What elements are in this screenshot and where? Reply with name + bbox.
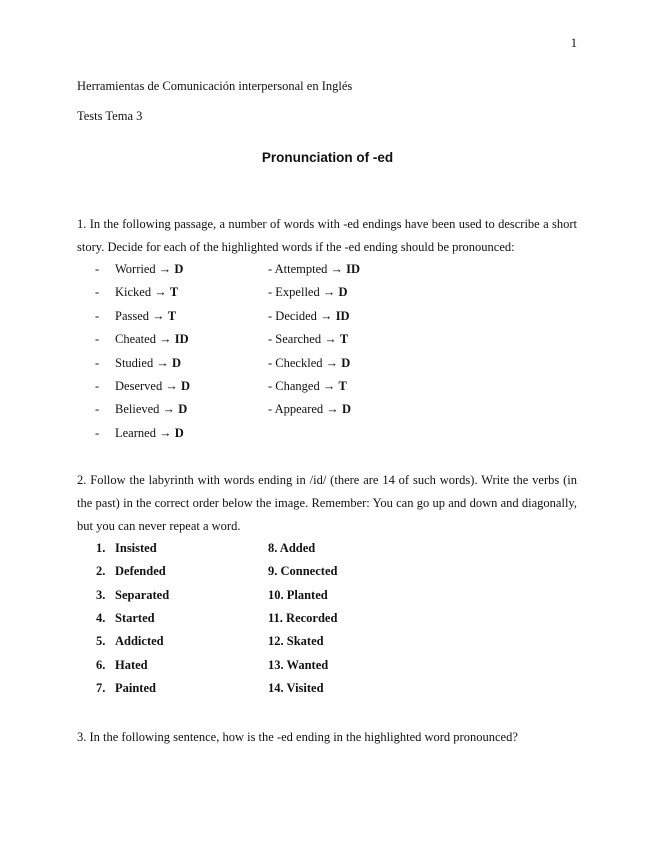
q1-item bbox=[0, 352, 655, 375]
bullet-dash: - bbox=[95, 285, 100, 300]
q1-word bbox=[268, 352, 350, 375]
answer: T bbox=[169, 285, 179, 300]
answer: D bbox=[180, 379, 190, 393]
page-number: 1 bbox=[570, 36, 577, 50]
verb: 8. Added bbox=[268, 541, 316, 555]
word: - Changed → bbox=[268, 379, 339, 393]
verb: Hated bbox=[115, 657, 148, 672]
q1-item bbox=[0, 375, 655, 398]
word: Passed → bbox=[115, 308, 168, 323]
word: - Appeared → bbox=[268, 402, 342, 417]
q2-item bbox=[0, 677, 655, 700]
q1-item bbox=[0, 398, 655, 421]
q1-item bbox=[0, 422, 655, 445]
bullet-dash: - bbox=[95, 308, 100, 323]
q1-word bbox=[115, 305, 176, 328]
bullet-dash: - bbox=[95, 379, 100, 393]
verb: Addicted bbox=[115, 634, 164, 649]
q1-item bbox=[0, 305, 655, 328]
course-header: Herramientas de Comunicación interpersonal en Inglés bbox=[77, 79, 353, 93]
verb: 10. Planted bbox=[268, 587, 328, 602]
q1-word bbox=[268, 258, 360, 281]
q2-item bbox=[0, 537, 655, 560]
q1-item bbox=[0, 281, 655, 304]
item-number: 1. bbox=[96, 541, 106, 555]
verb: 12. Skated bbox=[268, 634, 324, 649]
bullet-dash: - bbox=[95, 425, 100, 440]
q2-item bbox=[0, 584, 655, 607]
bullet-dash: - bbox=[95, 332, 100, 347]
word: - Searched → bbox=[268, 332, 340, 347]
q1-word bbox=[115, 375, 190, 398]
word: Cheated → bbox=[115, 332, 175, 347]
answer: D bbox=[171, 355, 181, 370]
question-3-text: 3. In the following sentence, how is the -ed ending in the highlighted word pronounced? bbox=[77, 730, 518, 744]
q2-item bbox=[0, 630, 655, 653]
q2-item bbox=[0, 607, 655, 630]
q1-word bbox=[115, 422, 184, 445]
answer: D bbox=[178, 402, 188, 417]
bullet-dash: - bbox=[95, 262, 100, 276]
page-title: Pronunciation of -ed bbox=[261, 150, 394, 165]
word: - Attempted → bbox=[268, 262, 347, 276]
question-1-text: 1. In the following passage, a number of words with -ed endings have been used to describe a short story. Decide for each of the highlighted words if the -ed ending should be pronounced: bbox=[77, 217, 577, 254]
word: Learned → bbox=[115, 425, 175, 440]
verb: Started bbox=[115, 610, 155, 625]
q1-word bbox=[268, 328, 348, 351]
answer: D bbox=[341, 402, 351, 417]
word: Deserved → bbox=[115, 379, 181, 393]
bullet-dash: - bbox=[95, 355, 100, 370]
q1-word bbox=[115, 258, 183, 281]
q1-item bbox=[0, 258, 655, 281]
word: - Checkled → bbox=[268, 355, 342, 370]
q1-word bbox=[268, 398, 351, 421]
item-number: 4. bbox=[96, 610, 106, 625]
verb: 14. Visited bbox=[268, 680, 324, 695]
q2-item bbox=[0, 654, 655, 677]
item-number: 3. bbox=[96, 587, 106, 602]
answer: D bbox=[341, 355, 351, 370]
verb: Insisted bbox=[115, 541, 157, 555]
bullet-dash: - bbox=[95, 402, 100, 417]
q1-word bbox=[268, 305, 350, 328]
test-header: Tests Tema 3 bbox=[77, 109, 143, 123]
answer: T bbox=[339, 332, 349, 347]
verb: 13. Wanted bbox=[268, 657, 329, 672]
word: Believed → bbox=[115, 402, 179, 417]
item-number: 7. bbox=[96, 680, 106, 695]
q1-item bbox=[0, 328, 655, 351]
q1-word bbox=[115, 328, 189, 351]
answer: ID bbox=[174, 332, 189, 347]
q1-word bbox=[115, 352, 181, 375]
q1-word bbox=[268, 281, 348, 304]
item-number: 6. bbox=[96, 657, 106, 672]
answer: T bbox=[167, 308, 177, 323]
answer: D bbox=[174, 425, 184, 440]
verb: 9. Connected bbox=[268, 564, 338, 579]
answer: ID bbox=[335, 308, 350, 323]
verb: Separated bbox=[115, 587, 170, 602]
item-number: 5. bbox=[96, 634, 106, 649]
q1-word bbox=[268, 375, 347, 398]
word: Kicked → bbox=[115, 285, 170, 300]
word: - Decided → bbox=[268, 308, 336, 323]
question-2-text: 2. Follow the labyrinth with words ending in /id/ (there are 14 of such words). Write the verbs (in the past) in the correct order below the image. Remember: You can go up and down and diagonally, but you can never repeat a word. bbox=[77, 473, 577, 533]
answer: D bbox=[174, 262, 184, 276]
verb: Defended bbox=[115, 564, 166, 579]
verb: Painted bbox=[115, 680, 156, 695]
word: Worried → bbox=[115, 262, 175, 276]
q2-item bbox=[0, 560, 655, 583]
word: Studied → bbox=[115, 355, 172, 370]
q1-word bbox=[115, 281, 178, 304]
answer: T bbox=[338, 379, 347, 393]
answer: ID bbox=[346, 262, 361, 276]
verb: 11. Recorded bbox=[268, 610, 338, 625]
q1-word bbox=[115, 398, 187, 421]
answer: D bbox=[338, 285, 348, 300]
word: - Expelled → bbox=[268, 285, 339, 300]
item-number: 2. bbox=[96, 564, 106, 579]
